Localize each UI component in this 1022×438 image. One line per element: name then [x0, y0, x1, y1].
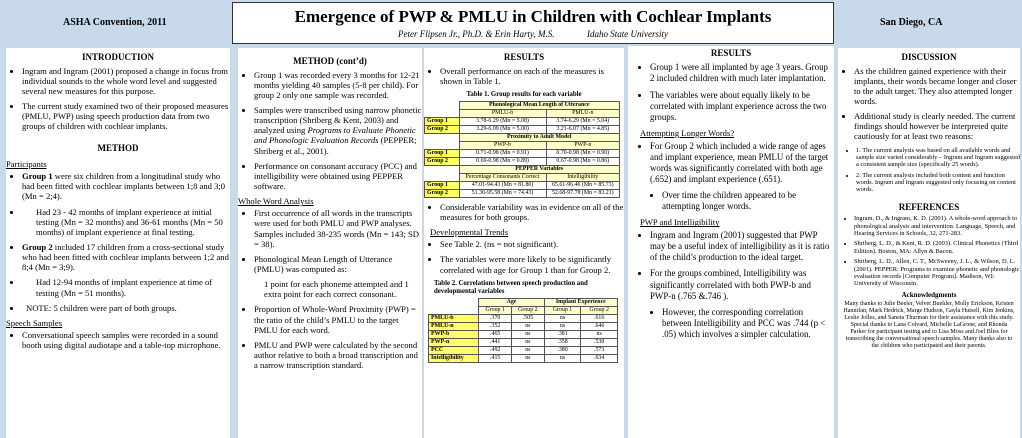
table-row: [429, 314, 618, 322]
table-cell: .441: [479, 338, 512, 346]
pepper-text: Samples were transcribed using narrow phonetic transcription (Shriberg & Kent, 2003) and analyzed using: [254, 105, 422, 136]
list-item: • First occurrence of all words in the transcripts were used for both PMLU and PWP analyses. Samples included 38-235 words (Mn = 143; SD = 38).: [254, 208, 422, 249]
table-cell: .573: [581, 346, 618, 354]
table-cell: [425, 109, 460, 117]
heading-references: REFERENCES: [898, 201, 960, 212]
table-header: Percentage Consonants Correct: [459, 173, 546, 181]
table-cell: 3.74-6.29 (Mn = 5.04): [546, 117, 619, 125]
list-item: • However, the corresponding correlation between Intelligibility and PCC was .744 (p < .05) which involves a simpler calculation.: [662, 307, 834, 340]
intro-list: [6, 66, 230, 132]
corner-left: ASHA Convention, 2011: [63, 17, 167, 28]
column-results-1: [424, 48, 624, 438]
table-row: [429, 338, 618, 346]
table-header: Age: [479, 298, 544, 306]
column-results-2: [628, 46, 834, 438]
table-cell: PCC: [429, 346, 479, 354]
longer-words-list: [628, 141, 834, 213]
table-cell: 51.30-95.58 (Mn = 74.43): [459, 189, 546, 197]
list-item: • 2. The current analysis included both content and function words. Ingram and Ingram suggested only focusing on content words.: [856, 172, 1020, 194]
table2-caption: Table 2. Correlations between speech production and developmental variables: [434, 279, 588, 295]
table-header: Proximity to Adult Model: [459, 133, 620, 141]
list-item: • Conversational speech samples were recorded in a sound booth using digital audiotape and a table-top microphone.: [22, 330, 230, 350]
list-item: • For the groups combined, Intelligibility was significantly correlated with both PWP-b and PWP-n (.765 &.746 ).: [650, 268, 834, 301]
table-cell: [429, 306, 479, 314]
table-cell: .415: [479, 354, 512, 362]
table-header: PWP-n: [546, 141, 619, 149]
group2-text: included 17 children from a cross-sectional study who had been fitted with cochlear implants between 1;2 and 8;4 (Mn = 3;9).: [22, 242, 229, 273]
table-cell: PMLU-b: [429, 314, 479, 322]
table-cell: 65.61-96.46 (Mn = 85.73): [546, 181, 619, 189]
table-header: Implant Experience: [544, 298, 617, 306]
list-item: • See Table 2. (ns = not significant).: [440, 239, 624, 249]
table-cell: 52.68-97.78 (Mn = 83.21): [546, 189, 619, 197]
table-cell: ns: [581, 330, 618, 338]
table1-caption: Table 1. Group results for each variable: [466, 90, 582, 98]
table-cell: .352: [479, 322, 512, 330]
table-cell: .616: [581, 314, 618, 322]
list-item: • Group 1 were all implanted by age 3 years. Group 2 included children with much later implantation.: [650, 62, 834, 84]
samples-list: [6, 330, 230, 350]
heading-method-contd: METHOD (cont’d): [293, 56, 367, 66]
table-cell: ns: [544, 314, 581, 322]
pepper-title: Programs to Evaluate Phonetic and Phonologic Evaluation Records: [254, 125, 416, 146]
table-cell: 0.69-0.98 (Mn = 0.89): [459, 157, 546, 165]
wwa-list: [238, 208, 422, 370]
pepper-tail: (PEPPER; Shriberg et al., 2001).: [254, 135, 417, 156]
table-cell: [425, 165, 460, 173]
column-introduction: [6, 48, 230, 438]
table-header: Group 2: [581, 306, 618, 314]
table-row: [429, 322, 618, 330]
group1-text: were six children from a longitudinal study who had been fitted with cochlear implants between 1;8 and 3;0 (Mn = 2;4).: [22, 171, 226, 202]
list-item: • Overall performance on each of the measures is shown in Table 1.: [440, 66, 624, 86]
table-cell: .530: [581, 338, 618, 346]
list-item: • Had 23 - 42 months of implant experience at initial testing (Mn = 32 months) and 36-61 months (Mn = 50 months) of implant experience at final testing.: [22, 207, 230, 237]
table-header: PMLU-b: [459, 109, 546, 117]
poster-title: Emergence of PWP & PMLU in Children with Cochlear Implants: [294, 7, 772, 26]
table-cell: Intelligibility: [429, 354, 479, 362]
heading-developmental: Developmental Trends: [430, 227, 509, 238]
table-row: [425, 189, 620, 197]
table-cell: 0.71-0.98 (Mn = 0.91): [459, 149, 546, 157]
heading-pwp-intelligibility: PWP and Intelligibility: [640, 217, 720, 228]
references-list: [838, 215, 1020, 287]
table-cell: [425, 141, 460, 149]
table-row: [429, 330, 618, 338]
table-cell: Group 1: [425, 117, 460, 125]
heading-longer-words: Attempting Longer Words?: [640, 127, 735, 138]
discussion-list: [838, 66, 1020, 142]
table-header: PEPPER Variables: [459, 165, 620, 173]
table-cell: .646: [581, 322, 618, 330]
table-cell: ns: [512, 330, 545, 338]
table-cell: [425, 101, 460, 109]
table-cell: Group 2: [425, 157, 460, 165]
title-box: [232, 2, 834, 44]
list-item: • As the children gained experience with their implants, their words became longer and closer to the adult target. They also attempted longer words.: [854, 66, 1020, 107]
overall-list: [424, 66, 624, 86]
list-item: • NOTE: 5 children were part of both groups.: [22, 303, 230, 313]
heading-introduction: INTRODUCTION: [81, 52, 154, 62]
table-cell: .370: [479, 314, 512, 322]
group2-label: Group 2: [22, 242, 53, 253]
table-cell: Group 1: [425, 149, 460, 157]
table-cell: 3.78-6.29 (Mn = 5.08): [459, 117, 546, 125]
list-item: • Additional study is clearly needed. The current findings should however be interpreted quite cautiously for at least two reasons:: [854, 111, 1020, 141]
heading-results: RESULTS: [503, 52, 545, 62]
list-item: • Ingram and Ingram (2001) suggested that PWP may be a useful index of intelligibility as it is ratio of the child’s production to the ideal target.: [650, 230, 834, 263]
table-cell: .381: [544, 330, 581, 338]
heading-results-2: RESULTS: [710, 48, 752, 58]
table-header: PMLU-n: [546, 109, 619, 117]
list-item: • 1. The current analysis was based on all available words and sample size varied considerably – Ingram and Ingram suggested a consistent sample size (specifically 25 words).: [856, 147, 1020, 169]
heading-discussion: DISCUSSION: [901, 52, 957, 62]
list-item: • For Group 2 which included a wide range of ages and implant experience, mean PMLU of the target words was significantly correlated with both age (.652) and implant experience (.651).: [650, 141, 834, 186]
table-cell: ns: [512, 354, 545, 362]
table-cell: ns: [512, 338, 545, 346]
table-cell: Group 2: [425, 189, 460, 197]
table2: [428, 298, 618, 363]
list-item: • The current study examined two of their proposed measures (PMLU, PWP) using speech production data from two groups of children with cochlear implants.: [22, 101, 230, 131]
table-row: [425, 125, 620, 133]
table-row: [425, 181, 620, 189]
reasons-list: [838, 147, 1020, 194]
table-cell: ns: [544, 322, 581, 330]
table-cell: 3.21-6.07 (Mn = 4.85): [546, 125, 619, 133]
method-list: [238, 70, 422, 192]
table-cell: 3.29-6.09 (Mn = 5.00): [459, 125, 546, 133]
list-item: • Group 1 was recorded every 3 months for 12-21 months yielding 40 samples (5-8 per child). For group 2 only one sample was recorded.: [254, 70, 422, 100]
table-header: Group 2: [512, 306, 545, 314]
heading-speech-samples: Speech Samples: [6, 317, 63, 328]
table-row: [425, 149, 620, 157]
table1: [424, 101, 620, 198]
table-cell: PWP-b: [429, 330, 479, 338]
table-cell: 0.67-0.98 (Mn = 0.86): [546, 157, 619, 165]
list-item: • The variables were more likely to be significantly correlated with age for Group 1 than for Group 2.: [440, 254, 624, 274]
list-item: • Considerable variability was in evidence on all of the measures for both groups.: [440, 202, 624, 222]
list-item: • Proportion of Whole-Word Proximity (PWP) = the ratio of the child’s PMLU to the target PMLU for each word.: [254, 304, 422, 334]
table-cell: .505: [512, 314, 545, 322]
table-row: [425, 117, 620, 125]
variability-list: [424, 202, 624, 222]
list-item: • Shriberg, L. D., & Kent, R. D. (2003). Clinical Phonetics (Third Edition). Boston, MA: Allyn & Bacon.: [854, 240, 1020, 255]
authors-line: [233, 29, 833, 39]
list-item: • Had 12-94 months of implant experience at time of testing (Mn = 51 months).: [22, 277, 230, 297]
table-cell: PWP-n: [429, 338, 479, 346]
list-item: • Shriberg, L. D., Allen, C. T., McSweeny, J. L., & Wilson, D. L. (2001). PEPPER: Programs to examine phonetic and phonologic evaluation records [Computer Program]. Madison, WI: University of Wisconsin.: [854, 258, 1020, 287]
table-cell: [425, 173, 460, 181]
acknowledgments-text: Many thanks to Julie Beeler, Velvet Buehler, Molly Erickson, Kristen Hannifan, Mark Hedrick, Marge Hudson, Gayla Hutsell, Kim Jenkins, Leslie Jolles, and Saneta Thurman for their assistance with this study. Special thanks to Lana Colvard, Michelle LaGrone, and Rhonda Parker for participant testing and to Lisa Moss and Joel Bliss for transcribing the conversational speech samples. Many thanks also to the children who participated and their parents.: [843, 300, 1015, 349]
table-header: Group 1: [479, 306, 512, 314]
list-item: [254, 105, 422, 156]
table-row: [425, 157, 620, 165]
list-item: • Performance on consonant accuracy (PCC) and intelligibility were obtained using PEPPER software.: [254, 161, 422, 191]
table-cell: PMLU-n: [429, 322, 479, 330]
table-cell: Group 1: [425, 181, 460, 189]
heading-whole-word: Whole Word Analysis: [238, 196, 314, 207]
table-cell: [429, 298, 479, 306]
dev-list: [424, 239, 624, 274]
heading-method: METHOD: [97, 143, 139, 154]
list-item: • Ingram, D., & Ingram, K. D. (2001). A whole-word approach to phonological analysis and intervention. Language, Speech, and Hearing Services in Schools, 32, 271-283.: [854, 215, 1020, 237]
table-cell: .380: [544, 346, 581, 354]
table-cell: ns: [512, 322, 545, 330]
pwp-list: [628, 230, 834, 340]
participants-list: [6, 171, 230, 313]
table-header: Group 1: [544, 306, 581, 314]
list-item: • Ingram and Ingram (2001) proposed a change in focus from individual sounds to the whole word level and suggested several new measures for this purpose.: [22, 66, 230, 96]
list-item: • Over time the children appeared to be attempting longer words.: [662, 190, 834, 212]
table-cell: .634: [581, 354, 618, 362]
table-cell: [425, 133, 460, 141]
table-header: PWP-b: [459, 141, 546, 149]
affiliation: Idaho State University: [587, 29, 668, 39]
list-item: • Phonological Mean Length of Utterance (PMLU) was computed as:: [254, 254, 422, 274]
list-item: [22, 242, 230, 272]
table-cell: Group 2: [425, 125, 460, 133]
list-item: • The variables were about equally likely to be correlated with implant experience across the two groups.: [650, 90, 834, 123]
table-cell: ns: [544, 354, 581, 362]
table-row: [429, 346, 618, 354]
results2-list: [628, 62, 834, 123]
table-cell: ns: [512, 346, 545, 354]
acknowledgments-heading: Acknowledgments: [901, 290, 957, 299]
table-header: Phonological Mean Length of Utterance: [459, 101, 620, 109]
table-cell: 0.70-0.98 (Mn = 0.90): [546, 149, 619, 157]
table-cell: .465: [479, 330, 512, 338]
group1-label: Group 1: [22, 171, 53, 182]
list-item: 1 point for each phoneme attempted and 1 extra point for each correct consonant.: [264, 279, 409, 300]
corner-right: San Diego, CA: [880, 17, 943, 28]
table-header: Intelligibility: [546, 173, 619, 181]
heading-participants: Participants: [6, 159, 47, 170]
table-cell: .492: [479, 346, 512, 354]
authors: Peter Flipsen Jr., Ph.D. & Erin Harty, M.S.: [398, 29, 555, 39]
table-row: [429, 354, 618, 362]
list-item: • PMLU and PWP were calculated by the second author relative to both a broad transcription and a narrow transcription standard.: [254, 340, 422, 370]
column-method-contd: [238, 48, 422, 438]
list-item: [22, 171, 230, 201]
column-discussion: [838, 48, 1020, 438]
table-cell: 47.01-94.43 (Mn = 81.80): [459, 181, 546, 189]
table-cell: .358: [544, 338, 581, 346]
